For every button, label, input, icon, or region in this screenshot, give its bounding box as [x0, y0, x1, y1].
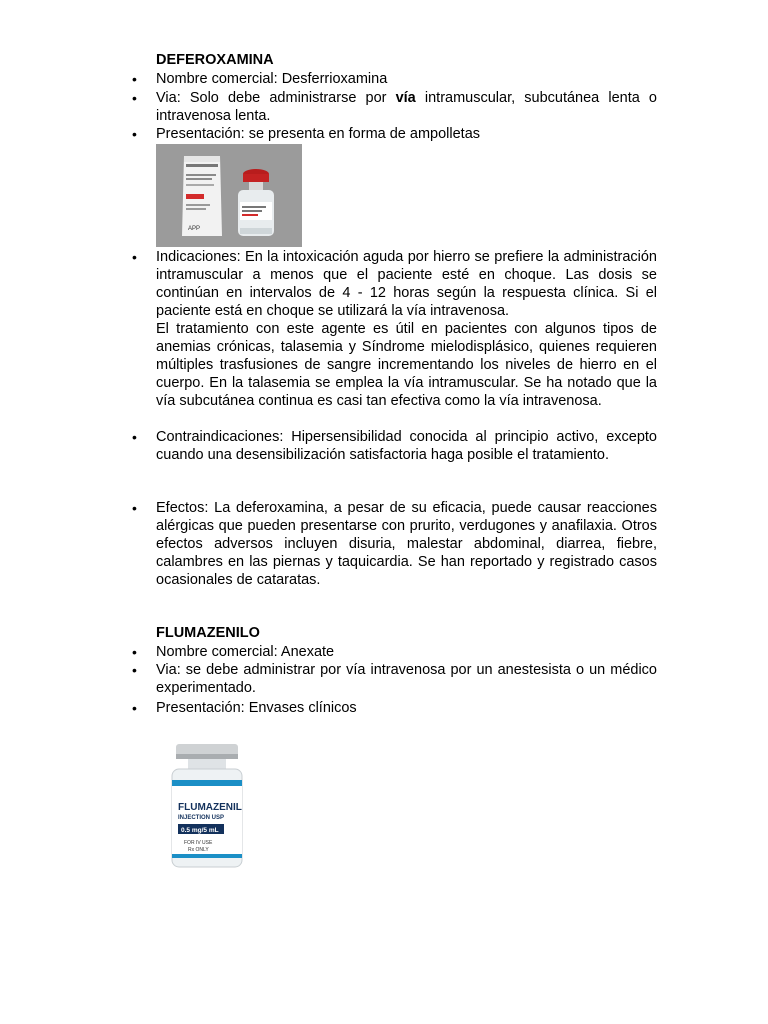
list-item-contraindicaciones [156, 428, 657, 464]
via-text-end: intramuscular, subcutánea lenta o intravenosa lenta. [156, 90, 657, 124]
indicaciones-paragraph-1: Indicaciones: En la intoxicación aguda por hierro se prefiere la administración intramuscular a menos que el paciente esté en choque. Las dosis se continúan en intervalos de 4 - 12 horas según la respuesta clínica. Si el paciente está en choque se utilizará la vía intravenosa. [156, 249, 657, 319]
list-item-via [156, 89, 657, 125]
list-item-text: Efectos: La deferoxamina, a pesar de su eficacia, puede causar reacciones alérgicas que pueden presentarse con prurito, verdugones y anafilaxia. Otros efectos adversos incluyen disuria, malestar abdominal, diarrea, fiebre, calambres en las piernas y taquicardia. Se han reportado y registrado casos ocasionales de cataratas. [156, 500, 657, 588]
indicaciones-paragraph-2: El tratamiento con este agente es útil en pacientes con algunos tipos de anemias crónicas, talasemia y Síndrome mielodisplásico, quienes requieren múltiples trasfusiones de sangre incrementando los niveles de hierro en el cuerpo. En la talasemia se emplea la vía intramuscular. Se ha notado que la vía subcutánea continua es casi tan efectiva como la vía intravenosa. [156, 321, 657, 409]
box-brand-text: APP [188, 226, 201, 232]
section-title-flumazenilo: FLUMAZENILO [156, 625, 260, 641]
flumazenil-vial-image [166, 740, 252, 870]
list-item-indicaciones [156, 248, 657, 410]
list-item-text: Nombre comercial: Anexate [156, 644, 335, 660]
vial-label-foot1: FOR IV USE [184, 840, 213, 846]
list-item-efectos [156, 499, 657, 589]
list-item-presentacion-flumazenilo [156, 699, 657, 717]
via-text: Via: Solo debe administrarse por [156, 90, 396, 106]
list-item-nombre-comercial-flumazenilo [156, 643, 657, 661]
list-item-via-flumazenilo [156, 661, 657, 697]
list-item-nombre-comercial [156, 70, 657, 88]
section-title-deferoxamina: DEFEROXAMINA [156, 52, 274, 68]
list-item-text: Presentación: se presenta en forma de ampolletas [156, 126, 481, 142]
vial-label-sub: INJECTION USP [178, 815, 225, 821]
via-bold-text: vía [395, 90, 416, 106]
list-item-presentacion [156, 125, 657, 143]
list-item-text: Contraindicaciones: Hipersensibilidad conocida al principio activo, excepto cuando una desensibilización satisfactoria haga posible el tratamiento. [156, 429, 657, 463]
list-item-text: Via: se debe administrar por vía intravenosa por un anestesista o un médico experimentado. [156, 662, 657, 696]
list-item-text: Presentación: Envases clínicos [156, 700, 357, 716]
deferoxamina-product-image [156, 144, 302, 247]
vial-label-name: FLUMAZENIL [178, 802, 242, 813]
list-item-text: Nombre comercial: Desferrioxamina [156, 71, 388, 87]
vial-label-foot2: Rx ONLY [188, 847, 209, 853]
vial-label-dose: 0.5 mg/5 mL [181, 827, 219, 834]
